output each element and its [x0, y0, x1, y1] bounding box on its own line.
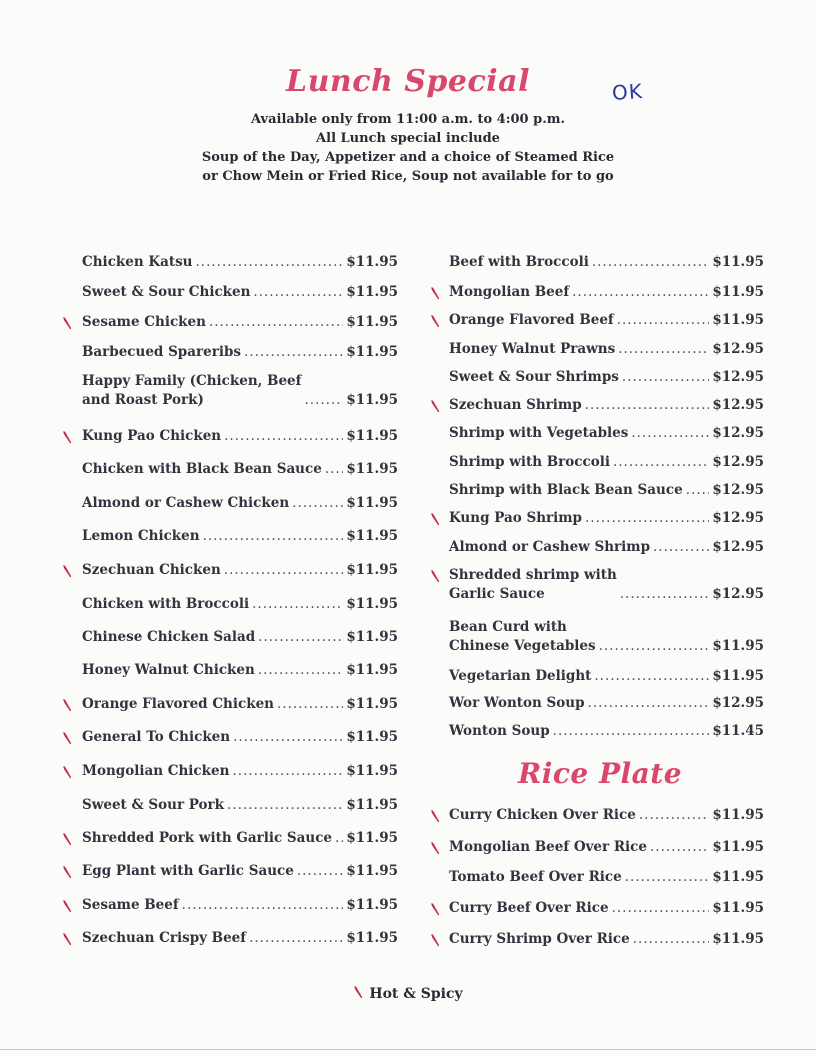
- chili-pepper-icon: [62, 864, 72, 876]
- chili-pepper-icon: [62, 563, 72, 575]
- menu-item-name: Shredded Pork with Garlic Sauce: [82, 830, 333, 846]
- menu-item-name: Kung Pao Chicken: [82, 428, 222, 444]
- menu-item-name: Curry Chicken Over Rice: [449, 807, 636, 823]
- menu-item: [82, 796, 398, 815]
- dot-leader: [622, 368, 709, 387]
- menu-item-name: Chicken Katsu: [82, 254, 193, 270]
- menu-item-price: $12.95: [712, 482, 764, 498]
- menu-item: [82, 728, 398, 747]
- menu-item-name: General To Chicken: [82, 729, 231, 745]
- menu-item-name: Szechuan Shrimp: [449, 397, 582, 413]
- menu-item: [82, 595, 398, 614]
- menu-item-price: $11.95: [346, 562, 398, 578]
- menu-item-name: Orange Flavored Beef: [449, 312, 614, 328]
- menu-item: [82, 343, 398, 362]
- menu-item: [449, 253, 764, 272]
- menu-item: [82, 372, 398, 410]
- menu-item-price: $11.95: [712, 931, 764, 947]
- menu-item: [449, 618, 764, 656]
- menu-item-name: Orange Flavored Chicken: [82, 696, 274, 712]
- menu-item-name: Lemon Chicken: [82, 528, 200, 544]
- dot-leader: [224, 561, 344, 580]
- dot-leader: [686, 481, 710, 500]
- dot-leader: [585, 509, 709, 528]
- menu-item-name: Chicken with Black Bean Sauce: [82, 461, 322, 477]
- menu-item: [82, 253, 398, 272]
- menu-item-name: Sweet & Sour Chicken: [82, 284, 251, 300]
- dot-leader: [585, 396, 710, 415]
- dot-leader: [618, 340, 709, 359]
- menu-item-price: $12.95: [712, 510, 764, 526]
- menu-item-price: $11.95: [346, 863, 398, 879]
- menu-item-price: $11.95: [712, 839, 764, 855]
- menu-item-name: Curry Shrimp Over Rice: [449, 931, 630, 947]
- menu-item: [82, 929, 398, 948]
- subhead-line: All Lunch special include: [316, 131, 500, 146]
- menu-item-price: $11.95: [346, 729, 398, 745]
- menu-item: [449, 538, 764, 557]
- menu-item-price: $11.95: [346, 662, 398, 678]
- chili-pepper-icon: [62, 898, 72, 910]
- chili-pepper-icon: [430, 932, 440, 944]
- menu-item-name: Sweet & Sour Shrimps: [449, 369, 619, 385]
- menu-item-price: $11.95: [346, 314, 398, 330]
- menu-item: [449, 424, 764, 443]
- menu-item: [449, 481, 764, 500]
- menu-item: [82, 527, 398, 546]
- dot-leader: [182, 896, 344, 915]
- menu-item-name: Bean Curd with Chinese Vegetables: [449, 619, 596, 654]
- menu-item-price: $11.95: [346, 596, 398, 612]
- menu-item: [449, 453, 764, 472]
- chili-pepper-icon: [62, 429, 72, 441]
- dot-leader: [620, 585, 710, 604]
- menu-item-price: $12.95: [712, 369, 764, 385]
- menu-item: [449, 311, 764, 330]
- subhead-line: or Chow Mein or Fried Rice, Soup not available for to go: [202, 169, 614, 184]
- menu-item: [82, 628, 398, 647]
- chili-pepper-icon: [353, 986, 363, 998]
- menu-item-price: $12.95: [712, 695, 764, 711]
- menu-item-price: $11.95: [346, 495, 398, 511]
- menu-item-price: $11.95: [712, 312, 764, 328]
- spicy-legend: [0, 985, 816, 1002]
- rice-plate-title: Rice Plate: [517, 757, 683, 790]
- menu-item: [449, 368, 764, 387]
- menu-item-name: Mongolian Chicken: [82, 763, 230, 779]
- menu-item: [82, 896, 398, 915]
- dot-leader: [613, 453, 709, 472]
- menu-item: [449, 868, 764, 887]
- menu-item-name: Curry Beef Over Rice: [449, 900, 609, 916]
- menu-item: [449, 396, 764, 415]
- menu-item-name: Shrimp with Vegetables: [449, 425, 629, 441]
- menu-item-price: $11.95: [712, 254, 764, 270]
- menu-item-name: Vegetarian Delight: [449, 668, 592, 684]
- chili-pepper-icon: [62, 697, 72, 709]
- menu-item-name: Sesame Chicken: [82, 314, 206, 330]
- menu-item-price: $12.95: [712, 397, 764, 413]
- dot-leader: [594, 667, 709, 686]
- chili-pepper-icon: [62, 831, 72, 843]
- menu-item-name: Mongolian Beef Over Rice: [449, 839, 647, 855]
- menu-item-price: $12.95: [712, 539, 764, 555]
- chili-pepper-icon: [430, 808, 440, 820]
- menu-item-price: $11.95: [346, 629, 398, 645]
- dot-leader: [297, 862, 343, 881]
- dot-leader: [233, 728, 343, 747]
- chili-pepper-icon: [430, 840, 440, 852]
- menu-item-name: Honey Walnut Chicken: [82, 662, 255, 678]
- dot-leader: [650, 838, 709, 857]
- menu-item: [82, 829, 398, 848]
- menu-item-price: $11.95: [346, 930, 398, 946]
- menu-item-name: Wonton Soup: [449, 723, 550, 739]
- dot-leader: [253, 283, 343, 302]
- menu-item-name: Shrimp with Black Bean Sauce: [449, 482, 683, 498]
- dot-leader: [244, 343, 343, 362]
- menu-item-name: Egg Plant with Garlic Sauce: [82, 863, 294, 879]
- menu-item: [449, 340, 764, 359]
- menu-item-price: $11.95: [712, 638, 764, 654]
- menu-item-name: Barbecued Spareribs: [82, 344, 241, 360]
- menu-item: [82, 695, 398, 714]
- dot-leader: [631, 424, 709, 443]
- chili-pepper-icon: [430, 901, 440, 913]
- menu-item-price: $11.95: [346, 797, 398, 813]
- menu-item-price: $11.95: [712, 284, 764, 300]
- menu-item-price: $11.95: [346, 830, 398, 846]
- menu-item: [449, 667, 764, 686]
- menu-item-price: $11.95: [346, 528, 398, 544]
- menu-item: [449, 566, 764, 604]
- dot-leader: [292, 494, 343, 513]
- menu-item: [82, 427, 398, 446]
- dot-leader: [599, 637, 710, 656]
- menu-item-name: Shredded shrimp with Garlic Sauce: [449, 567, 617, 602]
- dot-leader: [653, 538, 709, 557]
- menu-item-price: $11.95: [346, 344, 398, 360]
- menu-item-price: $11.95: [712, 900, 764, 916]
- menu-item: [82, 283, 398, 302]
- handwritten-note: OK: [611, 78, 644, 106]
- page-title: Lunch Special: [286, 64, 530, 99]
- menu-item: [82, 661, 398, 680]
- menu-item-name: Szechuan Chicken: [82, 562, 221, 578]
- menu-item-price: $12.95: [712, 341, 764, 357]
- menu-item-name: Almond or Cashew Shrimp: [449, 539, 651, 555]
- menu-item: [449, 283, 764, 302]
- menu-item-price: $12.95: [712, 454, 764, 470]
- dot-leader: [304, 391, 343, 410]
- menu-item: [449, 930, 764, 949]
- dot-leader: [639, 806, 709, 825]
- scan-edge-line: [0, 1049, 816, 1050]
- menu-item-price: $12.95: [712, 586, 764, 602]
- menu-item-price: $11.95: [346, 461, 398, 477]
- dot-leader: [224, 427, 343, 446]
- menu-item-name: Wor Wonton Soup: [449, 695, 585, 711]
- menu-item-name: Beef with Broccoli: [449, 254, 589, 270]
- menu-item-name: Szechuan Crispy Beef: [82, 930, 247, 946]
- menu-item: [82, 862, 398, 881]
- menu-item-name: Happy Family (Chicken, Beef and Roast Pork): [82, 373, 302, 408]
- menu-item: [82, 313, 398, 332]
- menu-item: [82, 762, 398, 781]
- menu-item: [449, 694, 764, 713]
- menu-item-name: Mongolian Beef: [449, 284, 570, 300]
- dot-leader: [588, 694, 710, 713]
- lunch-special-description: [0, 110, 816, 186]
- dot-leader: [335, 829, 343, 848]
- menu-item-name: Chinese Chicken Salad: [82, 629, 256, 645]
- dot-leader: [277, 695, 343, 714]
- menu-item: [449, 806, 764, 825]
- menu-item-price: $12.95: [712, 425, 764, 441]
- menu-item: [449, 899, 764, 918]
- menu-item-name: Chicken with Broccoli: [82, 596, 250, 612]
- menu-item-name: Honey Walnut Prawns: [449, 341, 616, 357]
- chili-pepper-icon: [62, 931, 72, 943]
- dot-leader: [258, 628, 343, 647]
- chili-pepper-icon: [430, 285, 440, 297]
- menu-item-price: $11.95: [712, 668, 764, 684]
- menu-item-price: $11.95: [346, 254, 398, 270]
- chili-pepper-icon: [430, 313, 440, 325]
- menu-item-price: $11.45: [712, 723, 764, 739]
- chili-pepper-icon: [430, 568, 440, 580]
- subhead-line: Soup of the Day, Appetizer and a choice of Steamed Rice: [201, 150, 615, 165]
- chili-pepper-icon: [62, 730, 72, 742]
- dot-leader: [625, 868, 710, 887]
- dot-leader: [232, 762, 343, 781]
- menu-item-name: Sesame Beef: [82, 897, 179, 913]
- dot-leader: [612, 899, 710, 918]
- menu-item-price: $11.95: [346, 763, 398, 779]
- menu-item-name: Shrimp with Broccoli: [449, 454, 610, 470]
- menu-item-price: $11.95: [346, 897, 398, 913]
- menu-item: [82, 460, 398, 479]
- menu-item-price: $11.95: [712, 869, 764, 885]
- menu-item-price: $11.95: [346, 696, 398, 712]
- dot-leader: [227, 796, 343, 815]
- chili-pepper-icon: [430, 398, 440, 410]
- dot-leader: [633, 930, 710, 949]
- dot-leader: [553, 722, 710, 741]
- menu-item: [449, 722, 764, 741]
- dot-leader: [252, 595, 343, 614]
- menu-item-name: Almond or Cashew Chicken: [82, 495, 290, 511]
- menu-item-name: Tomato Beef Over Rice: [449, 869, 622, 885]
- menu-item-price: $11.95: [712, 807, 764, 823]
- dot-leader: [325, 460, 344, 479]
- menu-item: [82, 494, 398, 513]
- subhead-line: Available only from 11:00 a.m. to 4:00 p.m.: [250, 112, 566, 127]
- menu-item-price: $11.95: [346, 392, 398, 408]
- chili-pepper-icon: [430, 511, 440, 523]
- menu-item: [449, 509, 764, 528]
- chili-pepper-icon: [62, 764, 72, 776]
- menu-item: [449, 838, 764, 857]
- menu-item-name: Kung Pao Shrimp: [449, 510, 582, 526]
- menu-item-price: $11.95: [346, 284, 398, 300]
- menu-item-price: $11.95: [346, 428, 398, 444]
- menu-item: [82, 561, 398, 580]
- dot-leader: [258, 661, 344, 680]
- dot-leader: [249, 929, 343, 948]
- chili-pepper-icon: [62, 315, 72, 327]
- dot-leader: [196, 253, 344, 272]
- dot-leader: [209, 313, 343, 332]
- dot-leader: [617, 311, 710, 330]
- dot-leader: [572, 283, 709, 302]
- legend-label: Hot & Spicy: [369, 986, 463, 1002]
- menu-item-name: Sweet & Sour Pork: [82, 797, 225, 813]
- dot-leader: [592, 253, 710, 272]
- dot-leader: [203, 527, 344, 546]
